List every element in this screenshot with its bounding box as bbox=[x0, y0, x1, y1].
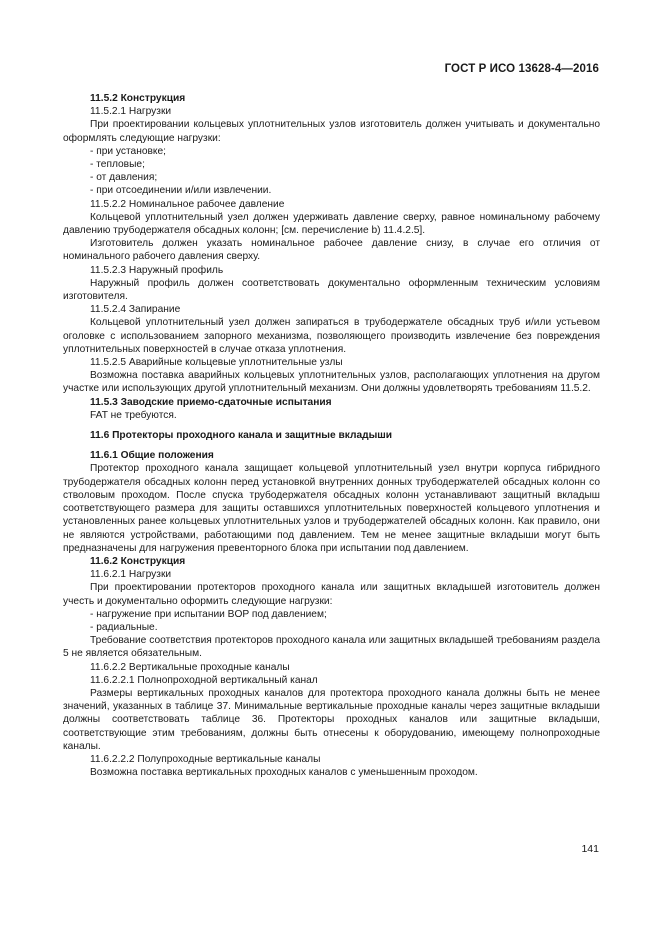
section-heading: 11.5.3 Заводские приемо-сдаточные испытания bbox=[90, 396, 332, 408]
paragraph: Возможна поставка аварийных кольцевых уплотнительных узлов, располагающих уплотнения на другом участке или использующих другой уплотнительный механизм. Они должны удовлетворять требованиям 11.5.2. bbox=[63, 370, 600, 395]
paragraph: 11.5.2.4 Запирание bbox=[90, 304, 181, 316]
document-body bbox=[63, 92, 600, 779]
paragraph: 11.5.2.3 Наружный профиль bbox=[90, 264, 224, 276]
paragraph: Наружный профиль должен соответствовать документально оформленным техническим условиям изготовителя. bbox=[63, 277, 600, 303]
paragraph: 11.5.2.1 Нагрузки bbox=[90, 106, 172, 118]
paragraph: 11.6.2.2.1 Полнопроходной вертикальный канал bbox=[90, 674, 318, 686]
paragraph: 11.6.2.2 Вертикальные проходные каналы bbox=[90, 661, 290, 673]
paragraph: Протектор проходного канала защищает кольцевой уплотнительный узел внутри корпуса гибридного трубодержателя обсадных колонн перед установкой внутренних донных трубодержателей обсадных колонн со стволовым проходом. После спуска трубодержателя обсадных колонн устанавливают защитный вкладыш соответствующего размера для защиты оставшихся уплотнительных поверхностей кольцевого уплотнения и установленных ранее кольцевых уплотнительных узлов и трубодержателей обсадных колонн. Как правило, они не являются устройствами, работающими под давлением. Тем не менее защитные вкладыши могут быть предназначены для нагружения превенторного блока при испытании под давлением. bbox=[63, 463, 600, 554]
paragraph: FAT не требуются. bbox=[90, 409, 177, 421]
paragraph: - нагружение при испытании BOP под давлением; bbox=[90, 608, 327, 620]
section-heading: 11.5.2 Конструкция bbox=[90, 93, 186, 104]
paragraph: 11.6.2.1 Нагрузки bbox=[90, 569, 172, 581]
paragraph: - радиальные. bbox=[90, 621, 158, 633]
paragraph: Возможна поставка вертикальных проходных каналов с уменьшенным проходом. bbox=[90, 767, 478, 779]
paragraph: 11.6.2.2.2 Полупроходные вертикальные каналы bbox=[90, 753, 321, 765]
paragraph: 11.5.2.5 Аварийные кольцевые уплотнительные узлы bbox=[90, 357, 343, 369]
paragraph: Кольцевой уплотнительный узел должен удерживать давление сверху, равное номинальному рабочему давлению трубодержателя обсадных колонн; [см. перечисление b) 11.4.2.5]. bbox=[63, 211, 600, 237]
paragraph: Требование соответствия протекторов проходного канала или защитных вкладышей требованиям раздела 5 не является обязательным. bbox=[63, 635, 600, 660]
paragraph: Изготовитель должен указать номинальное рабочее давление снизу, в случае его отличия от номинального рабочего давления сверху. bbox=[63, 238, 600, 263]
paragraph: - при установке; bbox=[90, 145, 166, 157]
paragraph: - от давления; bbox=[90, 172, 158, 184]
paragraph: - тепловые; bbox=[90, 159, 145, 171]
paragraph: - при отсоединении и/или извлечении. bbox=[90, 185, 272, 197]
section-heading: 11.6.1 Общие положения bbox=[90, 450, 214, 462]
paragraph: При проектировании кольцевых уплотнительных узлов изготовитель должен учитывать и документально оформлять следующие нагрузки: bbox=[63, 119, 600, 144]
paragraph: При проектировании протекторов проходного канала или защитных вкладышей изготовитель должен учесть и документально оформить следующие нагрузки: bbox=[63, 582, 600, 607]
page-number: 141 bbox=[581, 843, 599, 855]
section-heading: 11.6 Протекторы проходного канала и защитные вкладыши bbox=[90, 430, 393, 442]
paragraph: Кольцевой уплотнительный узел должен запираться в трубодержателе обсадных труб и/или устьевом оголовке с использованием запорного механизма, позволяющего производить извлечение без повреждения уплотнительных поверхностей в случае отказа уплотнения. bbox=[63, 317, 600, 355]
section-heading: 11.6.2 Конструкция bbox=[90, 555, 186, 567]
paragraph: Размеры вертикальных проходных каналов для протектора проходного канала должны быть не менее значений, указанных в таблице 37. Минимальные вертикальные проходные каналы через защитные вкладыши должны соответствовать таблице 36. Протекторы проходных каналов или защитные вкладыши, соответствующие этим требованиям, должны быть отнесены к оборудованию, имеющему полнопроходные каналы. bbox=[63, 687, 600, 752]
document-id-header: ГОСТ Р ИСО 13628-4—2016 bbox=[444, 63, 599, 75]
paragraph: 11.5.2.2 Номинальное рабочее давление bbox=[90, 198, 285, 210]
